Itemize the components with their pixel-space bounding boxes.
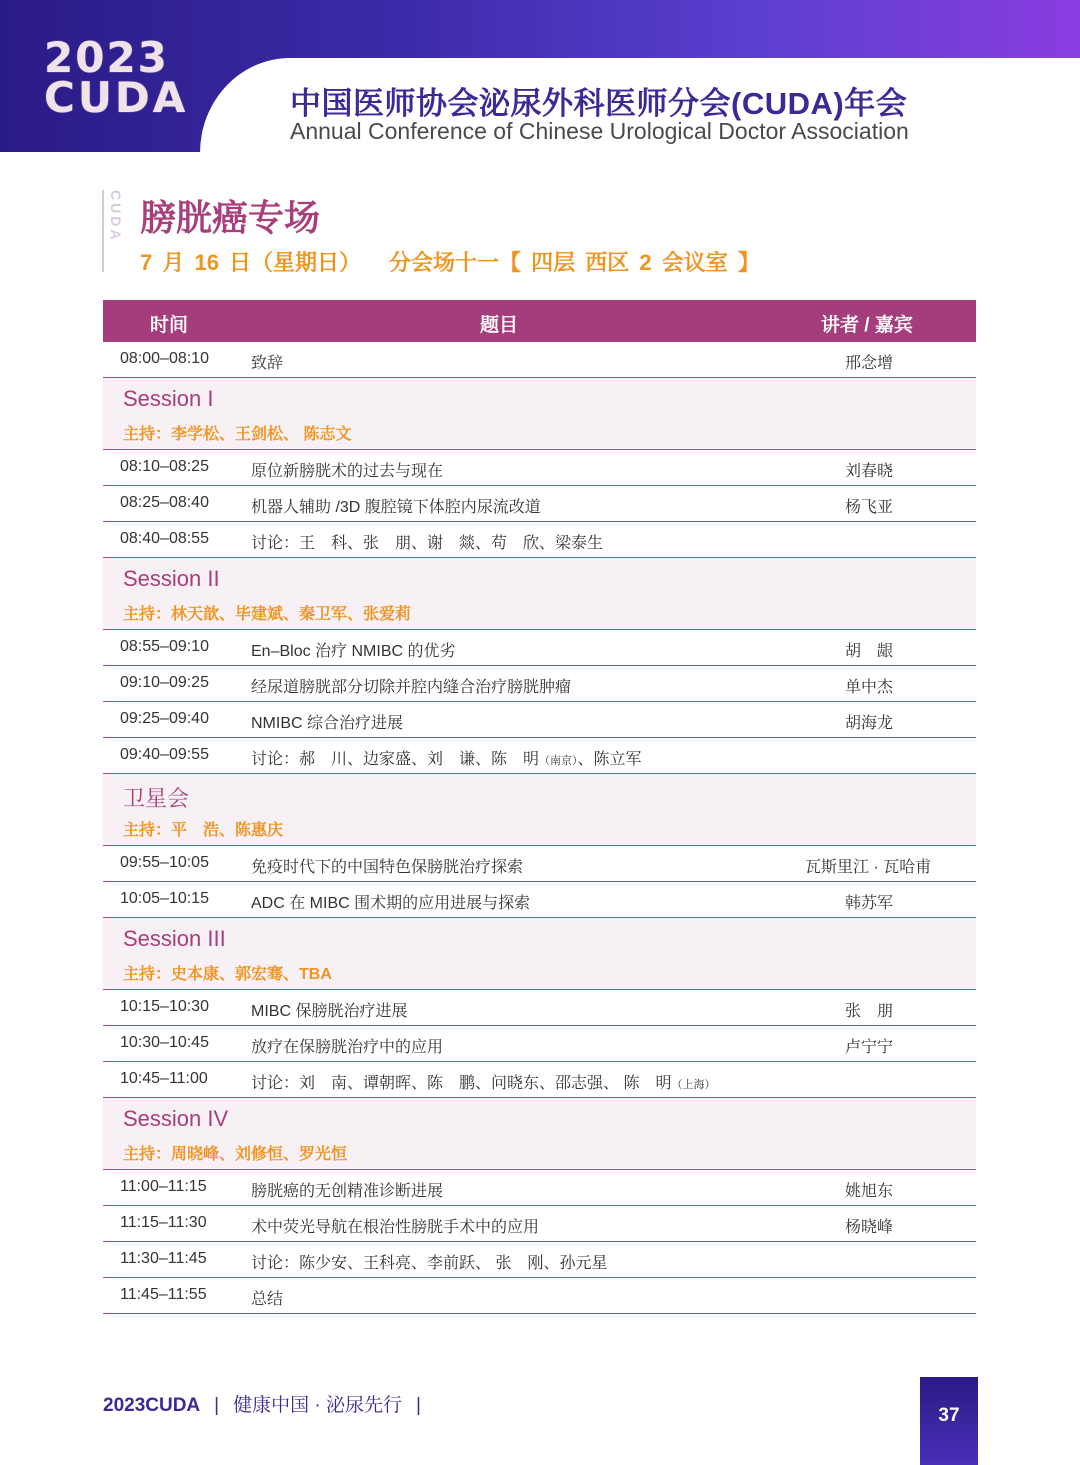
table-row bbox=[103, 522, 976, 558]
row-speaker: 杨晓峰 bbox=[845, 1219, 894, 1236]
row-time: 08:00–08:10 bbox=[120, 350, 209, 367]
session-name: Session IV bbox=[123, 1106, 229, 1131]
session-header bbox=[103, 918, 976, 990]
row-time: 09:10–09:25 bbox=[120, 674, 209, 691]
topic-main: 讨论：郝 川、边家盛、刘 谦、陈 明 bbox=[251, 751, 540, 768]
row-topic: 机器人辅助 /3D 腹腔镜下体腔内尿流改道 bbox=[251, 499, 541, 516]
row-topic: 总结 bbox=[251, 1291, 284, 1308]
table-row bbox=[103, 450, 976, 486]
row-time: 09:25–09:40 bbox=[120, 710, 209, 727]
table-row bbox=[103, 1206, 976, 1242]
row-speaker: 刘春晓 bbox=[845, 463, 894, 480]
conference-title-cn: 中国医师协会泌尿外科医师分会(CUDA)年会 bbox=[290, 86, 908, 121]
table-row bbox=[103, 1278, 976, 1314]
page-footer bbox=[103, 1390, 435, 1417]
section-date: 7 月 16 日（星期日） bbox=[140, 250, 362, 275]
topic-main: 讨论：刘 南、谭朝晖、陈 鹏、问晓东、邵志强、 陈 明 bbox=[251, 1075, 672, 1092]
row-topic: 经尿道膀胱部分切除并腔内缝合治疗膀胱肿瘤 bbox=[251, 679, 572, 696]
row-time: 11:30–11:45 bbox=[120, 1250, 207, 1267]
topic-note: （上海） bbox=[671, 1079, 716, 1091]
logo-year: 2023 bbox=[44, 33, 169, 82]
row-topic: 原位新膀胱术的过去与现在 bbox=[251, 463, 444, 480]
session-name: Session II bbox=[123, 566, 220, 591]
row-topic: ADC 在 MIBC 围术期的应用进展与探索 bbox=[251, 895, 531, 912]
session-header bbox=[103, 558, 976, 630]
row-time: 10:15–10:30 bbox=[120, 998, 209, 1015]
session-chairs: 主持：平 浩、陈惠庆 bbox=[123, 822, 284, 839]
schedule-table bbox=[103, 300, 976, 1314]
row-time: 10:30–10:45 bbox=[120, 1034, 209, 1051]
session-header bbox=[103, 774, 976, 846]
row-topic: 放疗在保膀胱治疗中的应用 bbox=[251, 1039, 444, 1056]
row-speaker: 邢念增 bbox=[845, 355, 894, 372]
table-row bbox=[103, 666, 976, 702]
row-speaker: 姚旭东 bbox=[845, 1183, 894, 1200]
session-chairs: 主持：周晓峰、刘修恒、罗光恒 bbox=[123, 1146, 348, 1163]
table-row bbox=[103, 702, 976, 738]
footer-separator: | bbox=[214, 1395, 220, 1416]
table-row bbox=[103, 1242, 976, 1278]
row-time: 10:45–11:00 bbox=[120, 1070, 208, 1087]
session-chairs: 主持：李学松、王剑松、 陈志文 bbox=[123, 426, 352, 443]
row-time: 11:00–11:15 bbox=[120, 1178, 207, 1195]
section-venue: 分会场十一【 四层 西区 2 会议室 】 bbox=[389, 250, 760, 275]
table-row bbox=[103, 846, 976, 882]
header-topic: 题目 bbox=[480, 315, 519, 336]
row-speaker: 张 朋 bbox=[845, 1003, 894, 1020]
table-row bbox=[103, 1170, 976, 1206]
row-topic: En–Bloc 治疗 NMIBC 的优劣 bbox=[251, 643, 456, 660]
footer-slogan: 健康中国 · 泌尿先行 bbox=[233, 1395, 402, 1416]
row-speaker: 胡 龈 bbox=[845, 643, 894, 660]
row-speaker: 杨飞亚 bbox=[845, 499, 894, 516]
table-row bbox=[103, 882, 976, 918]
section-title: 膀胱癌专场 bbox=[140, 197, 321, 238]
row-time: 09:55–10:05 bbox=[120, 854, 209, 871]
row-speaker: 韩苏军 bbox=[845, 895, 894, 912]
table-row bbox=[103, 486, 976, 522]
table-row bbox=[103, 738, 976, 774]
row-topic: MIBC 保膀胱治疗进展 bbox=[251, 1003, 408, 1020]
section-subtitle bbox=[140, 246, 788, 277]
cuda-logo bbox=[44, 33, 204, 122]
header-time: 时间 bbox=[150, 315, 189, 336]
row-topic bbox=[251, 746, 642, 769]
logo-text: CUDA bbox=[44, 73, 189, 122]
page-number: 37 bbox=[920, 1377, 978, 1465]
session-header bbox=[103, 378, 976, 450]
row-time: 08:25–08:40 bbox=[120, 494, 209, 511]
row-speaker: 瓦斯里江 · 瓦哈甫 bbox=[805, 859, 932, 876]
session-chairs: 主持：林天歆、毕建斌、秦卫军、张爱莉 bbox=[123, 606, 412, 623]
row-topic: 讨论：王 科、张 朋、谢 燚、苟 欣、梁泰生 bbox=[251, 535, 604, 552]
row-time: 11:45–11:55 bbox=[120, 1286, 207, 1303]
table-row bbox=[103, 342, 976, 378]
table-row bbox=[103, 1026, 976, 1062]
row-topic: 讨论：陈少安、王科亮、李前跃、 张 刚、孙元星 bbox=[251, 1255, 608, 1272]
header-speaker: 讲者 / 嘉宾 bbox=[821, 315, 913, 336]
row-time: 08:55–09:10 bbox=[120, 638, 209, 655]
table-row bbox=[103, 1062, 976, 1098]
conference-title-en: Annual Conference of Chinese Urological Doctor Association bbox=[290, 118, 909, 144]
topic-note: （南京） bbox=[539, 755, 578, 767]
session-chairs: 主持：史本康、郭宏骞、TBA bbox=[123, 966, 332, 983]
row-speaker: 胡海龙 bbox=[845, 715, 894, 732]
row-time: 10:05–10:15 bbox=[120, 890, 209, 907]
row-time: 08:40–08:55 bbox=[120, 530, 209, 547]
row-speaker: 卢宁宁 bbox=[845, 1039, 894, 1056]
row-topic bbox=[251, 1070, 715, 1093]
session-name: 卫星会 bbox=[123, 786, 190, 811]
row-topic: NMIBC 综合治疗进展 bbox=[251, 715, 404, 732]
session-header bbox=[103, 1098, 976, 1170]
row-speaker: 单中杰 bbox=[845, 679, 894, 696]
row-topic: 免疫时代下的中国特色保膀胱治疗探索 bbox=[251, 859, 524, 876]
row-topic: 术中荧光导航在根治性膀胱手术中的应用 bbox=[251, 1219, 540, 1236]
row-topic: 膀胱癌的无创精准诊断进展 bbox=[251, 1183, 444, 1200]
session-name: Session I bbox=[123, 386, 214, 411]
row-time: 08:10–08:25 bbox=[120, 458, 209, 475]
session-name: Session III bbox=[123, 926, 226, 951]
row-time: 09:40–09:55 bbox=[120, 746, 209, 763]
table-row bbox=[103, 990, 976, 1026]
footer-brand: 2023CUDA bbox=[103, 1395, 201, 1416]
row-time: 11:15–11:30 bbox=[120, 1214, 207, 1231]
table-row bbox=[103, 630, 976, 666]
side-watermark: CUDA bbox=[102, 190, 124, 272]
footer-separator: | bbox=[415, 1395, 421, 1416]
table-header bbox=[103, 300, 976, 342]
topic-tail: 、陈立军 bbox=[577, 751, 642, 768]
row-topic: 致辞 bbox=[251, 355, 284, 372]
